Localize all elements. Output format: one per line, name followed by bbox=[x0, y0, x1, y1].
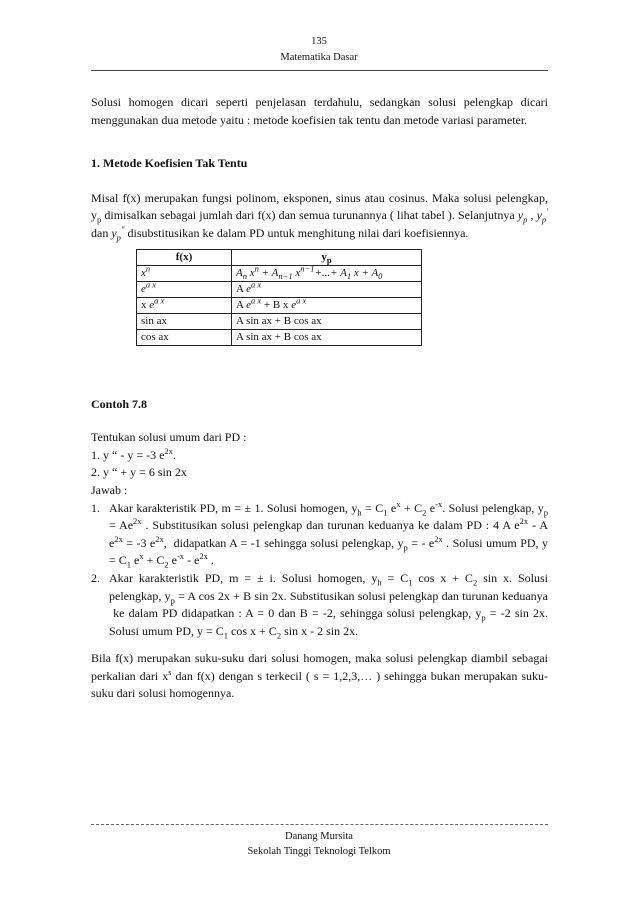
section-paragraph: Misal f(x) merupakan fungsi polinom, eksponen, sinus atau cosinus. Maka solusi pelengkap, $y_p$ dimisalkan sebagai jumlah dari f(x) dan semua turunannya ( lihat tabel ). Selanjutnya $y_p$ , $y_p'$ dan $y_p^"$ disubstitusikan ke dalam PD untuk menghitung nilai dari koefisiennya. bbox=[91, 190, 548, 243]
example-item-2: 2. y “ + y = 6 sin 2x bbox=[91, 465, 187, 480]
table-row bbox=[137, 265, 422, 281]
yp-terms: $y_p$ , $y_p'$ bbox=[517, 206, 548, 225]
footer bbox=[0, 829, 638, 859]
table-cell-y: A sin ax + B cos ax bbox=[232, 329, 422, 345]
header-rule bbox=[91, 70, 548, 71]
fx-table bbox=[136, 249, 422, 346]
para-text-c: disubstitusikan ke dalam PD untuk menghitung nilai dari koefisiennya. bbox=[124, 225, 469, 240]
answer-item-1: 1. Akar karakteristik PD, m = ± 1. Solusi homogen, $y_h = C_1$ $e^x + C_2$ $e^{-x}$. Solusi pelengkap, $y_p = Ae^{2x}$ . Substitusikan solusi pelengkap dan turunan keduanya ke dalam PD : 4 A $e^{2x}$ - A $e^{2x} = -3$ $e^{2x}$, didapatkan A = -1 sehingga solusi pelengkap, $y_p$ = - $e^{2x}$ . Solusi umum PD, $y = C_1$ $e^x + C_2$ $e^{-x} - e^{2x}$ . bbox=[91, 498, 549, 570]
table-cell-f: cos ax bbox=[137, 329, 232, 345]
closing-paragraph: Bila f(x) merupakan suku-suku dari solusi homogen, maka solusi pelengkap diambil sebagai perkalian dari $x^s$ dan f(x) dengan s terkecil ( s = 1,2,3,… ) sehingga bukan merupakan suku-suku dari solusi homogennya. bbox=[91, 651, 548, 701]
section-heading-koefisien: 1. Metode Koefisien Tak Tentu bbox=[91, 156, 248, 171]
footer-author: Danang Mursita bbox=[285, 831, 353, 842]
table-cell-f: $e^{a x}$ bbox=[137, 281, 232, 297]
footer-institution: Sekolah Tinggi Teknologi Telkom bbox=[247, 846, 391, 857]
table-row bbox=[137, 313, 422, 329]
running-header-title: Matematika Dasar bbox=[280, 52, 358, 63]
page-content bbox=[91, 94, 548, 703]
example-prompt: Tentukan solusi umum dari PD : bbox=[91, 430, 247, 445]
answer-list bbox=[91, 500, 548, 641]
table-cell-y: A $e^{a x} + B$ x $e^{a x}$ bbox=[232, 297, 422, 313]
example-heading: Contoh 7.8 bbox=[91, 396, 148, 411]
table-cell-f: $x^n$ bbox=[137, 265, 232, 281]
table-row bbox=[137, 329, 422, 345]
table-head-yp: $y_p$ bbox=[232, 249, 422, 265]
intro-paragraph: Solusi homogen dicari seperti penjelasan terdahulu, sedangkan solusi pelengkap dicari menggunakan dua metode yaitu : metode koefisien tak tentu dan metode variasi parameter. bbox=[91, 95, 548, 127]
table-cell-y: A sin ax + B cos ax bbox=[232, 313, 422, 329]
table-row bbox=[137, 297, 422, 313]
table-cell-y: A $e^{a x}$ bbox=[232, 281, 422, 297]
answer-item-2: 2. Akar karakteristik PD, m = ± i. Solusi homogen, $y_h = C_1$ $\cos x + C_2$ sin x. Solusi pelengkap, $y_p = A$ cos 2x + B sin 2x. Substitusikan solusi pelengkap dan turunan keduanya ke dalam PD didapatkan : A = 0 dan B = -2, sehingga solusi pelengkap, $y_p = -2$ sin 2x. Solusi umum PD, $y = C_1$ $\cos x + C_2$ sin x - 2 sin 2x. bbox=[91, 570, 549, 641]
para-text-b: dimisalkan sebagai jumlah dari f(x) dan semua turunannya ( lihat tabel ). Selanjutnya bbox=[101, 208, 518, 223]
example-item-1: 1. y “ - y = -3 $e^{2x}$. bbox=[91, 445, 176, 462]
para-text-a: Misal f(x) merupakan fungsi polinom, eksponen, sinus atau cosinus. Maka solusi pelengkap, y bbox=[91, 190, 548, 223]
table-header-row bbox=[137, 249, 422, 265]
table-head-fx: f(x) bbox=[137, 249, 232, 265]
para-sub-p: p bbox=[97, 214, 102, 225]
table-cell-f: sin ax bbox=[137, 313, 232, 329]
footer-rule bbox=[91, 824, 548, 825]
page-number: 135 bbox=[311, 36, 327, 47]
table-row bbox=[137, 281, 422, 297]
ypp-term: $y_p^"$ bbox=[111, 223, 125, 243]
table-cell-y: $A_n$ $x^n + A_{n-1}$ $x^{n-1}+...+ A_1$ $x + A_0$ bbox=[232, 265, 422, 281]
jawab-label: Jawab : bbox=[91, 482, 128, 497]
table-cell-f: x $e^{a x}$ bbox=[137, 297, 232, 313]
